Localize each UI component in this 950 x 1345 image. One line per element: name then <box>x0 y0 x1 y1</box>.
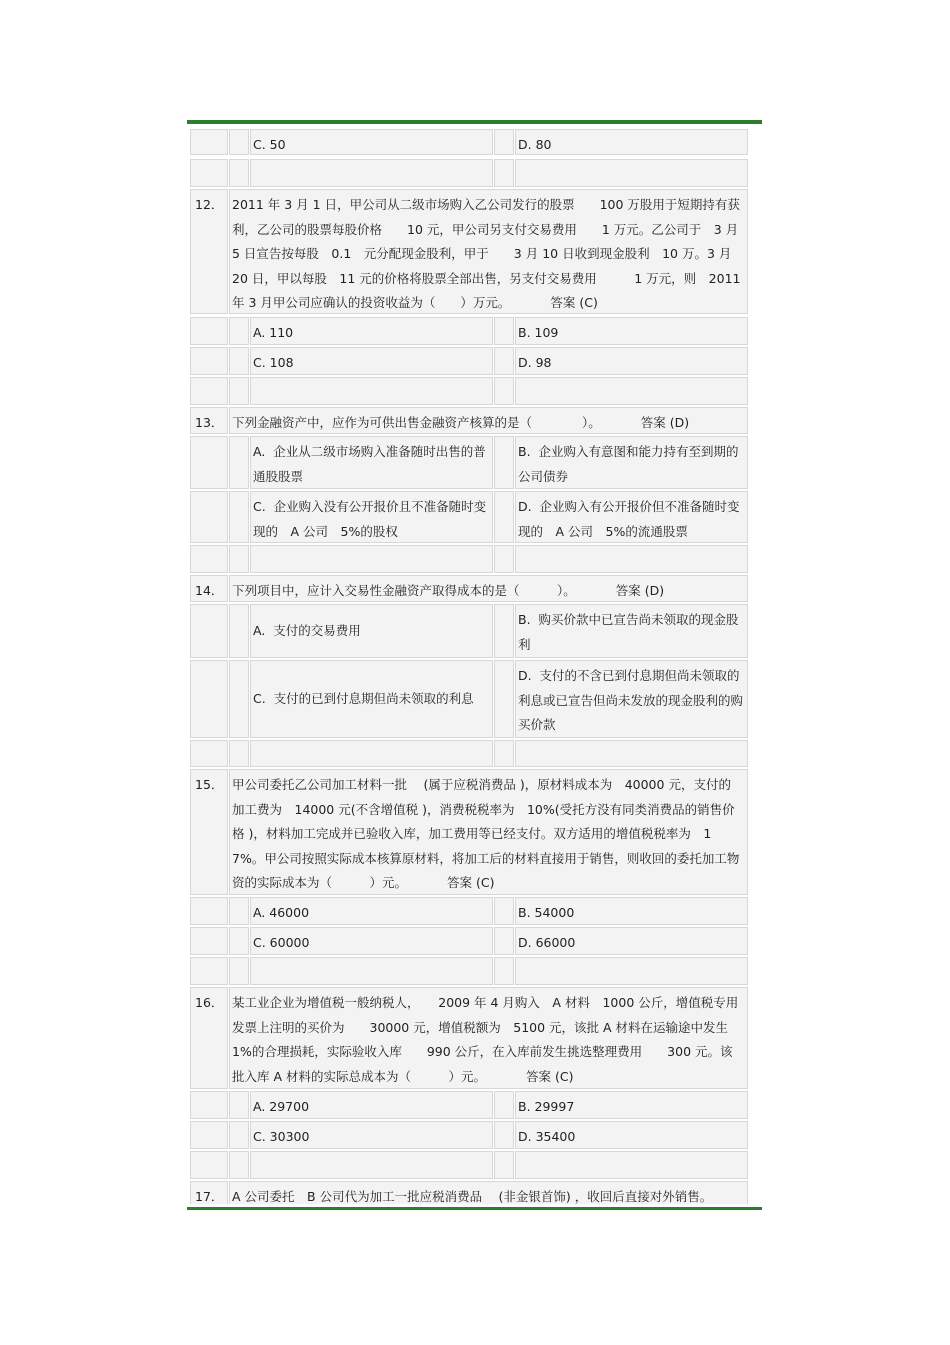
question-row-14 <box>190 574 748 603</box>
row-number-cell <box>190 436 228 489</box>
option-d-cell <box>515 491 748 543</box>
spacer-cell <box>229 436 249 489</box>
question-number-cell <box>190 575 228 602</box>
option-b-cell <box>515 317 748 345</box>
question-row-12 <box>190 188 748 315</box>
spacer-cell <box>494 897 514 925</box>
option-a-cell <box>250 604 493 658</box>
question-text-cell <box>229 769 748 895</box>
option-b-cell <box>515 436 748 489</box>
option-d: D. 企业购入有公开报价但不准备随时变现的 A 公司 5%的流通股票 <box>518 499 740 539</box>
empty-row <box>190 1150 748 1180</box>
spacer-cell <box>494 545 514 573</box>
question-text <box>230 408 747 434</box>
row-number-cell <box>190 377 228 405</box>
option-a: A. 支付的交易费用 <box>253 622 361 638</box>
empty-cell <box>515 545 748 573</box>
question-body: 2011 年 3 月 1 日，甲公司从二级市场购入乙公司发行的股票 100 万股用于短期持有获利，乙公司的股票每股价格 10 元，甲公司另支付交易费用 1 万元。乙公司于 3 月 5 日宣告按每股 0.1 元分配现金股利，甲于 3 月 10 日收到现金股利 10 万。3 月 20 日，甲以每股 11 元的价格将股票全部出售，另支付交易费用 1 万元，则 2011 年 3 月甲公司应确认的投资收益为（ ）万元。 <box>232 197 745 310</box>
option-b: B. 109 <box>518 325 559 340</box>
option-a: A. 企业从二级市场购入准备随时出售的普通股股票 <box>253 444 486 484</box>
option-c: C. 108 <box>253 355 294 370</box>
option-c-cell <box>250 129 493 155</box>
question-body: 甲公司委托乙公司加工材料一批 (属于应税消费品 )，原材料成本为 40000 元，支付的加工费为 14000 元(不含增值税 )，消费税税率为 10%(受托方没有同类消费品的销售价格 )，材料加工完成并已验收入库，加工费用等已经支付。双方适用的增值税税率为 17%。甲公司按照实际成本核算原材料，将加工后的材料直接用于销售，则收回的委托加工物资的实际成本为（ ）元。 <box>232 777 740 890</box>
option-c-cell <box>250 491 493 543</box>
spacer-cell <box>229 897 249 925</box>
question-text-cell <box>229 575 748 602</box>
option-row <box>190 896 748 926</box>
question-body: 下列项目中，应计入交易性金融资产取得成本的是（ ）。 <box>232 583 576 598</box>
option-b-cell <box>515 604 748 658</box>
row-number-cell <box>190 927 228 955</box>
question-number: 12． <box>195 197 224 212</box>
option-d: D. 支付的不含已到付息期但尚未领取的利息或已宣告但尚未发放的现金股利的购买价款 <box>518 668 744 732</box>
empty-cell <box>250 159 493 187</box>
question-text <box>230 770 747 895</box>
row-number-cell <box>190 347 228 375</box>
question-text-cell <box>229 407 748 434</box>
spacer-cell <box>229 377 249 405</box>
row-number-cell <box>190 545 228 573</box>
option-row <box>190 1090 748 1120</box>
option-d-cell <box>515 1121 748 1149</box>
question-number: 16． <box>195 995 224 1010</box>
spacer-cell <box>494 436 514 489</box>
empty-cell <box>515 377 748 405</box>
row-number-cell <box>190 957 228 985</box>
row-number-cell <box>190 604 228 658</box>
row-number-cell <box>190 660 228 738</box>
question-number-cell <box>190 407 228 434</box>
spacer-cell <box>494 317 514 345</box>
option-row <box>190 490 748 544</box>
question-text <box>230 988 747 1089</box>
option-b-cell <box>515 897 748 925</box>
question-number-cell <box>190 189 228 314</box>
option-a-cell <box>250 317 493 345</box>
option-d: D. 35400 <box>518 1129 576 1144</box>
empty-cell <box>515 740 748 767</box>
option-c: C. 支付的已到付息期但尚未领取的利息 <box>253 690 474 706</box>
option-a: A. 29700 <box>253 1099 310 1114</box>
question-row-17 <box>190 1180 748 1204</box>
option-c: C. 企业购入没有公开报价且不准备随时变现的 A 公司 5%的股权 <box>253 499 487 539</box>
option-b: B. 54000 <box>518 905 575 920</box>
spacer-cell <box>229 347 249 375</box>
empty-row <box>190 956 748 986</box>
question-body: 下列金融资产中，应作为可供出售金融资产核算的是（ ）。 <box>232 415 601 430</box>
option-d-cell <box>515 129 748 155</box>
option-c-cell <box>250 927 493 955</box>
option-a-cell <box>250 897 493 925</box>
option-c-cell <box>250 347 493 375</box>
spacer-cell <box>229 660 249 738</box>
option-d-cell <box>515 347 748 375</box>
spacer-cell <box>229 317 249 345</box>
empty-cell <box>250 377 493 405</box>
empty-row <box>190 158 748 188</box>
question-text <box>230 190 747 314</box>
spacer-cell <box>494 957 514 985</box>
row-number-cell <box>190 1091 228 1119</box>
spacer-cell <box>494 927 514 955</box>
empty-cell <box>250 1151 493 1179</box>
spacer-cell <box>229 1121 249 1149</box>
option-a: A. 110 <box>253 325 294 340</box>
spacer-cell <box>229 927 249 955</box>
row-number-cell <box>190 317 228 345</box>
spacer-cell <box>229 1091 249 1119</box>
spacer-cell <box>229 159 249 187</box>
question-number: 17． <box>195 1189 224 1204</box>
spacer-cell <box>229 545 249 573</box>
row-number-cell <box>190 129 228 155</box>
option-c-cell <box>250 1121 493 1149</box>
option-a: A. 46000 <box>253 905 310 920</box>
option-d-cell <box>515 927 748 955</box>
question-text-cell <box>229 987 748 1089</box>
question-text <box>230 576 747 602</box>
option-a-cell <box>250 1091 493 1119</box>
option-a-cell <box>250 436 493 489</box>
option-b: B. 企业购入有意图和能力持有至到期的公司债券 <box>518 444 739 484</box>
spacer-cell <box>494 377 514 405</box>
spacer-cell <box>229 957 249 985</box>
row-number-cell <box>190 1121 228 1149</box>
empty-row <box>190 544 748 574</box>
option-d: D. 98 <box>518 355 552 370</box>
empty-cell <box>250 545 493 573</box>
answer-label: 答案 (D) <box>640 415 690 430</box>
table-row <box>190 128 748 156</box>
question-body: 某工业企业为增值税一般纳税人， 2009 年 4 月购入 A 材料 1000 公斤，增值税专用发票上注明的买价为 30000 元，增值税额为 5100 元，该批 A 材料在运输途中发生 1%的合理损耗，实际验收入库 990 公斤，在入库前发生挑选整理费用 300 元。该批入库 A 材料的实际总成本为（ ）元。 <box>232 995 741 1084</box>
spacer-cell <box>229 740 249 767</box>
spacer-cell <box>229 604 249 658</box>
spacer-cell <box>494 159 514 187</box>
row-number-cell <box>190 897 228 925</box>
question-number: 13． <box>195 415 224 430</box>
option-row <box>190 659 748 739</box>
question-text: A 公司委托 B 公司代为加工一批应税消费品 (非金银首饰) ，收回后直接对外销售。 <box>232 1189 713 1204</box>
question-row-15 <box>190 768 748 896</box>
bottom-green-rule <box>187 1207 762 1210</box>
option-d: D. 80 <box>518 137 552 152</box>
option-row <box>190 435 748 490</box>
row-number-cell <box>190 1151 228 1179</box>
option-c: C. 60000 <box>253 935 310 950</box>
question-text-cell <box>229 189 748 314</box>
question-number-cell <box>190 987 228 1089</box>
option-row <box>190 346 748 376</box>
spacer-cell <box>494 1091 514 1119</box>
question-row-16 <box>190 986 748 1090</box>
row-number-cell <box>190 740 228 767</box>
answer-label: 答案 (C) <box>550 295 598 310</box>
question-number-cell <box>190 769 228 895</box>
spacer-cell <box>494 660 514 738</box>
spacer-cell <box>494 604 514 658</box>
answer-label: 答案 (C) <box>526 1068 574 1084</box>
row-number-cell <box>190 491 228 543</box>
spacer-cell <box>494 347 514 375</box>
option-row <box>190 316 748 346</box>
spacer-cell <box>494 491 514 543</box>
spacer-cell <box>494 129 514 155</box>
option-d: D. 66000 <box>518 935 576 950</box>
empty-cell <box>515 957 748 985</box>
empty-cell <box>515 1151 748 1179</box>
spacer-cell <box>229 1151 249 1179</box>
empty-row <box>190 376 748 406</box>
option-b-cell <box>515 1091 748 1119</box>
top-green-rule <box>187 120 762 124</box>
empty-cell <box>250 957 493 985</box>
option-row <box>190 926 748 956</box>
question-number: 15． <box>195 777 224 792</box>
option-c: C. 30300 <box>253 1129 310 1144</box>
spacer-cell <box>494 1121 514 1149</box>
option-row <box>190 603 748 659</box>
empty-cell <box>515 159 748 187</box>
option-b: B. 29997 <box>518 1099 575 1114</box>
row-number-cell <box>190 159 228 187</box>
spacer-cell <box>494 1151 514 1179</box>
question-number: 14． <box>195 583 224 598</box>
option-b: B. 购买价款中已宣告尚未领取的现金股利 <box>518 612 739 652</box>
empty-cell <box>250 740 493 767</box>
question-number-cell <box>190 1181 228 1204</box>
question-table <box>190 128 748 1204</box>
option-c: C. 50 <box>253 137 286 152</box>
answer-label: 答案 (C) <box>447 875 495 890</box>
option-d-cell <box>515 660 748 738</box>
option-c-cell <box>250 660 493 738</box>
question-text-cell <box>229 1181 748 1204</box>
spacer-cell <box>229 129 249 155</box>
spacer-cell <box>494 740 514 767</box>
spacer-cell <box>229 491 249 543</box>
option-row <box>190 1120 748 1150</box>
empty-row <box>190 739 748 768</box>
answer-label: 答案 (D) <box>615 583 665 598</box>
question-row-13 <box>190 406 748 435</box>
